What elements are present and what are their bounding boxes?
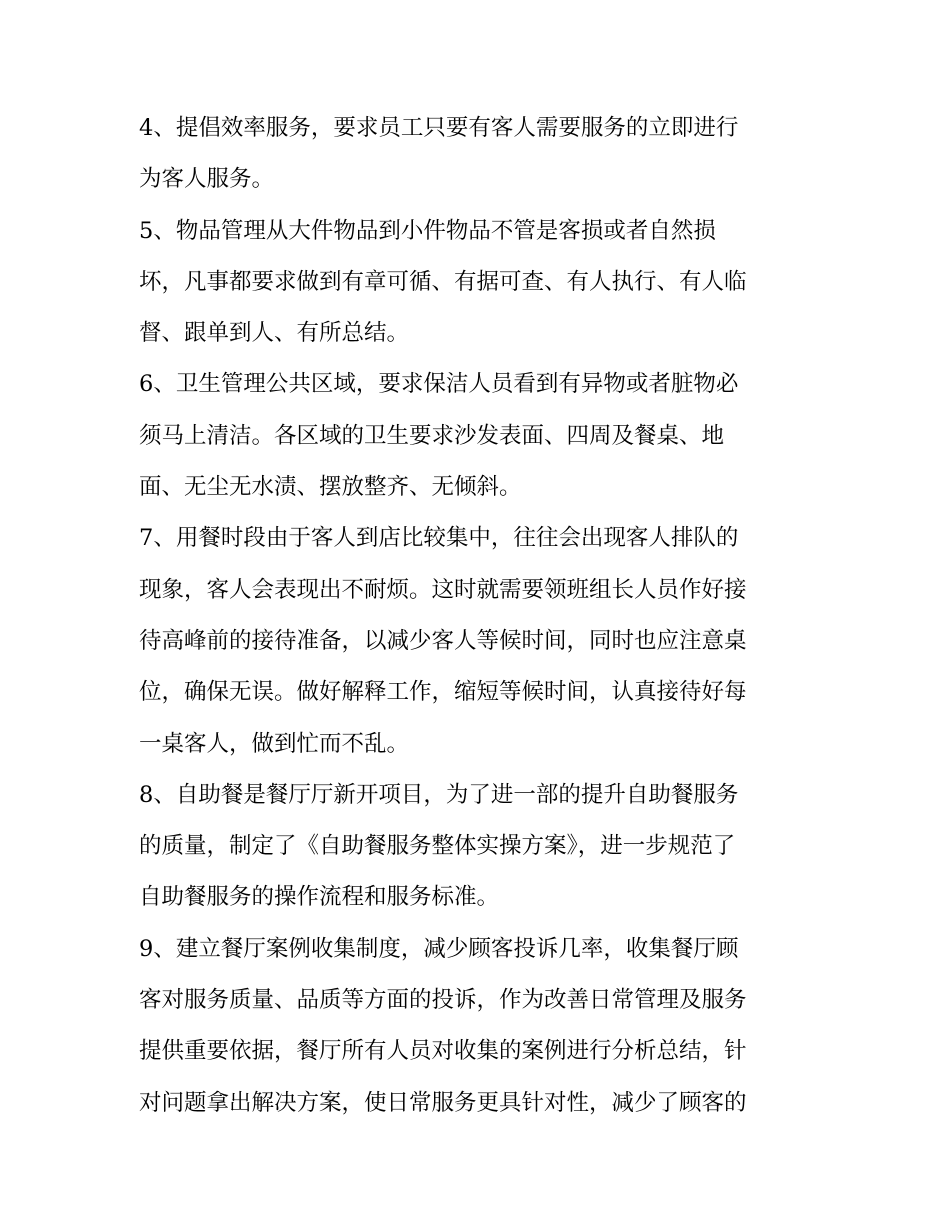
text-line: 的质量，制定了《自助餐服务整体实操方案》，进一步规范了 (139, 833, 736, 860)
text-line: 4、提倡效率服务，要求员工只要有客人需要服务的立即进行 (139, 115, 739, 141)
text-line: 6、卫生管理公共区域，要求保洁人员看到有异物或者脏物必 (139, 371, 739, 398)
text-line: 9、建立餐厅案例收集制度，减少顾客投诉几率，收集餐厅顾 (139, 935, 739, 962)
text-line: 5、物品管理从大件物品到小件物品不管是客损或者自然损 (139, 217, 716, 244)
text-line: 自助餐服务的操作流程和服务标准。 (139, 884, 500, 911)
text-line: 面、无尘无水渍、摆放整齐、无倾斜。 (139, 474, 522, 501)
text-line: 客对服务质量、品质等方面的投诉，作为改善日常管理及服务 (139, 987, 747, 1014)
text-line: 须马上清洁。各区域的卫生要求沙发表面、四周及餐桌、地 (139, 422, 725, 449)
text-line: 督、跟单到人、有所总结。 (139, 320, 410, 347)
text-line: 对问题拿出解决方案，使日常服务更具针对性，减少了顾客的 (139, 1089, 747, 1116)
text-line: 7、用餐时段由于客人到店比较集中，往往会出现客人排队的 (139, 525, 739, 552)
text-line: 提供重要依据，餐厅所有人员对收集的案例进行分析总结，针 (139, 1038, 747, 1065)
text-line: 一桌客人，做到忙而不乱。 (139, 730, 410, 757)
text-line: 坏，凡事都要求做到有章可循、有据可查、有人执行、有人临 (139, 268, 747, 295)
text-line: 待高峰前的接待准备，以减少客人等候时间，同时也应注意桌 (139, 627, 747, 654)
text-line: 位，确保无误。做好解释工作，缩短等候时间，认真接待好每 (139, 679, 747, 706)
text-line: 8、自助餐是餐厅厅新开项目，为了进一部的提升自助餐服务 (139, 781, 739, 808)
document-body (139, 103, 819, 1129)
text-line: 为客人服务。 (139, 166, 275, 193)
text-line: 现象，客人会表现出不耐烦。这时就需要领班组长人员作好接 (139, 576, 747, 603)
